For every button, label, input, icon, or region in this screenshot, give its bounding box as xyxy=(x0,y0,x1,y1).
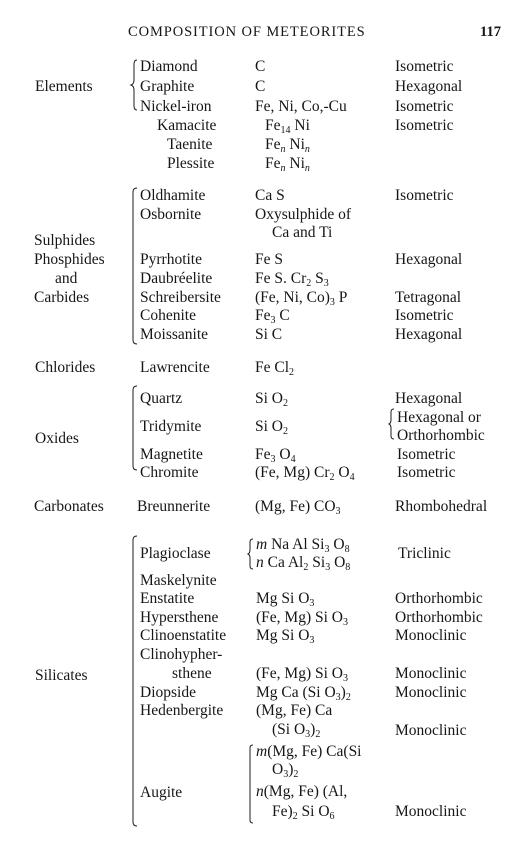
running-header-title: COMPOSITION OF METEORITES xyxy=(128,24,366,40)
formula: (Mg, Fe) Ca xyxy=(256,702,333,719)
formula: Fe $Cl_2$ xyxy=(255,359,295,378)
group-label-chlorides: Chlorides xyxy=(35,359,96,376)
group-label-and: and xyxy=(55,270,78,287)
crystal-system: Rhombohedral xyxy=(395,498,488,515)
crystal-system-alt: Orthorhombic xyxy=(397,427,485,444)
crystal-system: Isometric xyxy=(395,187,454,204)
formula: $Fe_3$ $O_4$ xyxy=(255,446,296,465)
formula: Mg Ca (Si $O_3)_2$ xyxy=(256,684,351,703)
mineral-name: Magnetite xyxy=(140,446,203,463)
formula: Fe S. $Cr_2$ $S_3$ xyxy=(255,270,329,289)
crystal-system: Hexagonal xyxy=(395,326,463,343)
mineral-name: Taenite xyxy=(167,136,213,153)
mineral-name: Maskelynite xyxy=(140,572,217,589)
mineral-name: Diopside xyxy=(140,684,196,701)
group-label-oxides: Oxides xyxy=(35,430,79,447)
formula: Ca S xyxy=(255,187,285,204)
mineral-name: Kamacite xyxy=(157,117,217,134)
crystal-system: Isometric xyxy=(395,307,454,324)
group-label-sulphides: Sulphides xyxy=(34,232,96,249)
formula: Fe S xyxy=(255,251,283,268)
crystal-system: Hexagonal xyxy=(395,390,463,407)
formula: $Fe_{14}$ Ni xyxy=(265,117,310,136)
crystal-system: Monoclinic xyxy=(395,627,467,644)
crystal-system: Triclinic xyxy=(398,545,451,562)
crystal-system: Isometric xyxy=(395,58,454,75)
formula: Si $O_2$ xyxy=(255,418,288,437)
formula: (Fe, Mg) Si $O_3$ xyxy=(256,665,348,684)
formula: $Fe_3$ C xyxy=(255,307,290,326)
mineral-name: Plagioclase xyxy=(140,545,211,562)
crystal-system: Hexagonal or xyxy=(397,409,481,426)
formula: m Na Al $Si_3$ $O_8$ xyxy=(256,536,350,555)
mineral-name: Quartz xyxy=(140,390,183,407)
mineral-name: Cohenite xyxy=(140,307,196,324)
formula-continued: $O_3)_2$ xyxy=(272,761,299,780)
formula: $Fe_n$ $Ni_n$ xyxy=(265,155,310,174)
crystal-system: Tetragonal xyxy=(395,289,462,306)
mineral-name: Daubréelite xyxy=(140,270,213,287)
mineral-name: Breunnerite xyxy=(137,498,211,515)
mineral-name-continued: sthene xyxy=(172,665,212,682)
mineral-name: Clinohypher- xyxy=(140,646,223,663)
mineral-name: Chromite xyxy=(140,464,199,481)
mineral-name: Pyrrhotite xyxy=(140,251,202,268)
formula: Si C xyxy=(255,326,283,343)
group-label-elements: Elements xyxy=(35,78,93,95)
mineral-name: Moissanite xyxy=(140,326,209,343)
mineral-name: Clinoenstatite xyxy=(140,627,227,644)
mineral-name: Schreibersite xyxy=(140,289,221,306)
mineral-name: Oldhamite xyxy=(140,187,206,204)
crystal-system: Orthorhombic xyxy=(395,609,483,626)
formula: C xyxy=(255,58,266,75)
formula: Oxysulphide of xyxy=(255,206,352,223)
mineral-name: Augite xyxy=(140,784,183,801)
formula: C xyxy=(255,78,266,95)
formula: Fe, Ni, Co,-Cu xyxy=(255,98,347,115)
crystal-system: Isometric xyxy=(395,98,454,115)
formula: (Fe, Mg) Si $O_3$ xyxy=(256,609,348,628)
mineral-name: Diamond xyxy=(140,58,198,75)
mineral-name: Hypersthene xyxy=(140,609,219,626)
group-label-carbides: Carbides xyxy=(34,289,90,306)
crystal-system: Hexagonal xyxy=(395,78,463,95)
mineral-name: Nickel-iron xyxy=(140,98,212,115)
page-number: 117 xyxy=(480,24,501,40)
mineral-name: Plessite xyxy=(167,155,215,172)
crystal-system: Isometric xyxy=(397,464,456,481)
crystal-system: Isometric xyxy=(397,446,456,463)
crystal-system: Monoclinic xyxy=(395,684,467,701)
formula: Mg Si $O_3$ xyxy=(256,627,315,646)
mineral-name: Osbornite xyxy=(140,206,202,223)
formula-continued: Ca and Ti xyxy=(272,224,333,241)
formula: $Fe_n$ $Ni_n$ xyxy=(265,136,310,155)
mineral-name: Graphite xyxy=(140,78,195,95)
group-label-carbonates: Carbonates xyxy=(34,498,104,515)
formula: Si $O_2$ xyxy=(255,390,288,409)
crystal-system: Hexagonal xyxy=(395,251,463,268)
mineral-name: Lawrencite xyxy=(140,359,210,376)
group-label-silicates: Silicates xyxy=(35,667,88,684)
mineral-name: Tridymite xyxy=(140,418,202,435)
mineral-name: Enstatite xyxy=(140,590,195,607)
formula: (Fe, Ni, $Co)_3$ P xyxy=(255,289,348,308)
formula: (Mg, Fe) $CO_3$ xyxy=(255,498,341,517)
formula-continued: n Ca $Al_2$ $Si_3$ $O_8$ xyxy=(256,554,351,573)
formula-continued: (Si $O_3)_2$ xyxy=(272,721,321,740)
mineral-name: Hedenbergite xyxy=(140,702,224,719)
formula: (Fe, Mg) $Cr_2$ $O_4$ xyxy=(255,464,355,483)
formula-line-2-continued: $Fe)_2$ Si $O_6$ xyxy=(272,803,335,822)
formula: Mg Si $O_3$ xyxy=(256,590,315,609)
crystal-system: Monoclinic xyxy=(395,722,467,739)
crystal-system: Isometric xyxy=(395,117,454,134)
crystal-system: Monoclinic xyxy=(395,803,467,820)
group-label-phosphides: Phosphides xyxy=(34,251,105,268)
formula-line-2: n(Mg, Fe) (Al, xyxy=(256,783,348,800)
formula: m(Mg, Fe) Ca(Si xyxy=(256,743,362,760)
crystal-system: Orthorhombic xyxy=(395,590,483,607)
crystal-system: Monoclinic xyxy=(395,665,467,682)
